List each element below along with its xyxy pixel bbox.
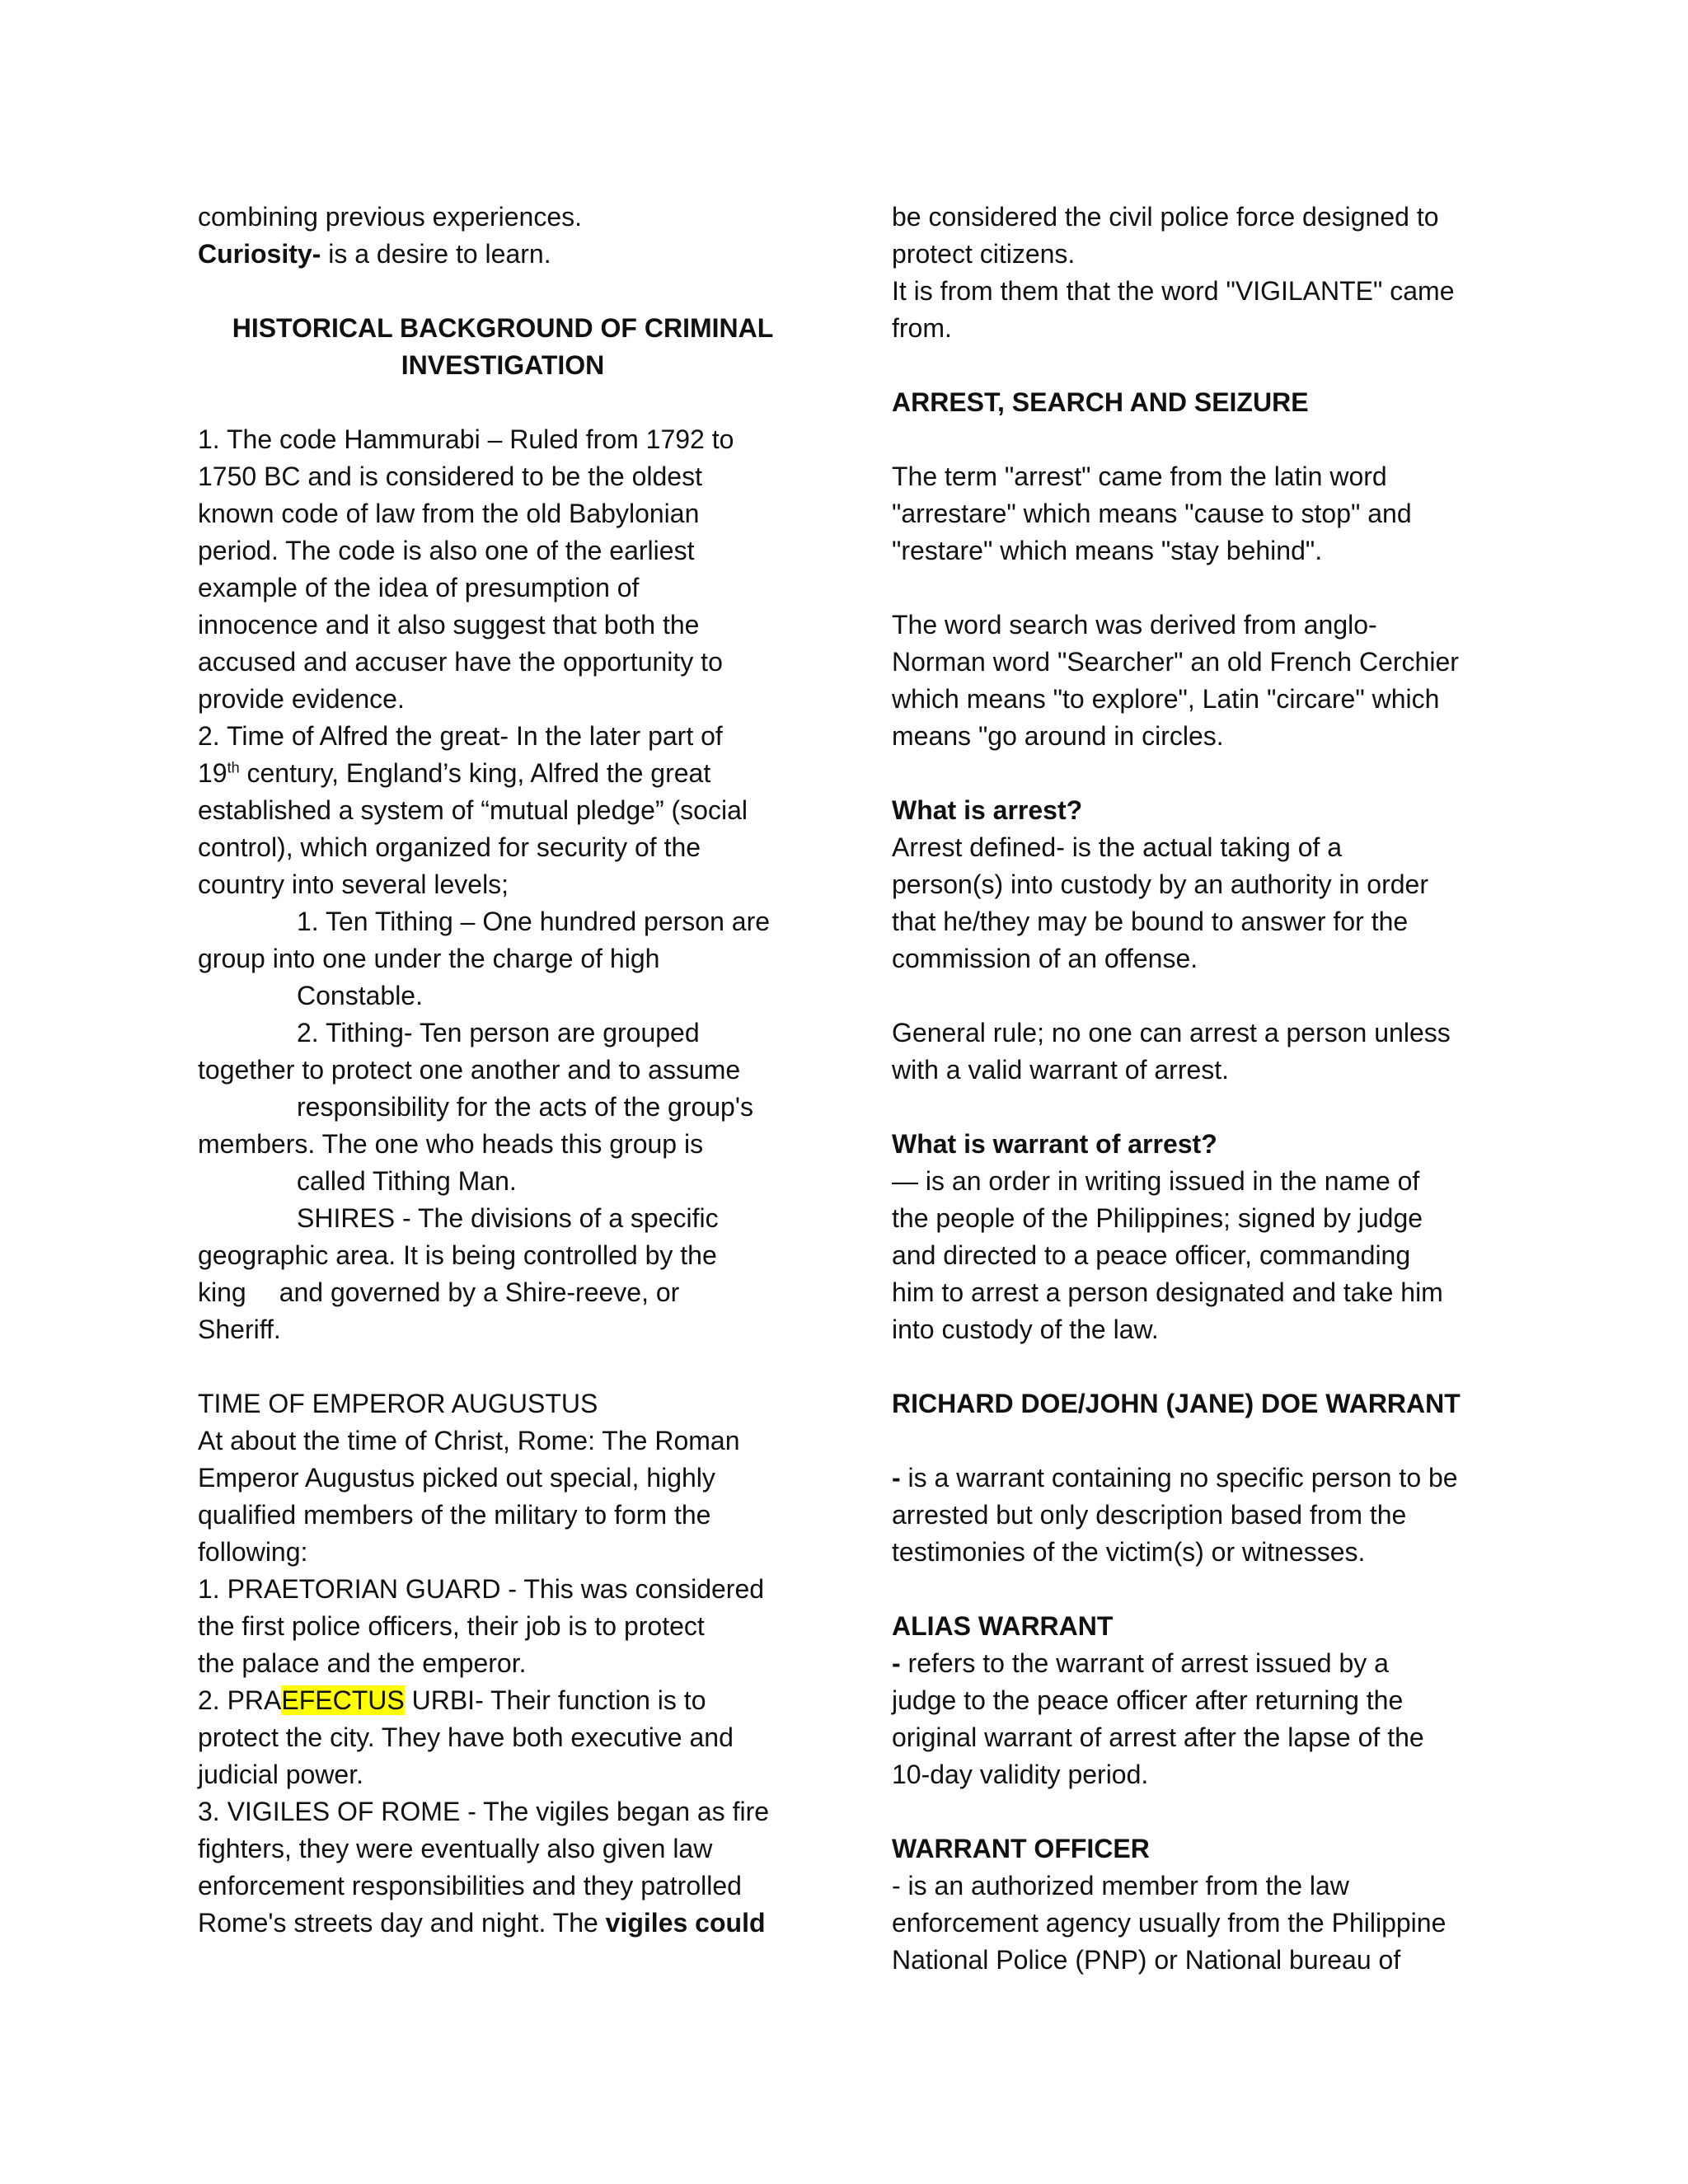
highlighted-text: EFECTUS [281,1685,405,1715]
text: 19 [198,758,227,788]
text-line: Constable. [297,981,423,1010]
text-line: judicial power. [198,1760,363,1789]
text-line: "restare" which means "stay behind". [892,536,1323,565]
text-line: Sheriff. [198,1315,281,1344]
section-heading: TIME OF EMPEROR AUGUSTUS [198,1389,598,1418]
text-line: be considered the civil police force designed to [892,202,1439,232]
text-line: group into one under the charge of high [198,944,660,973]
text-line: 10-day validity period. [892,1760,1149,1789]
text-line: Arrest defined- is the actual taking of a [892,832,1343,862]
text-line: which means "to explore", Latin "circare" which [892,684,1440,714]
text-line: enforcement agency usually from the Philippine [892,1908,1447,1938]
text-line: Norman word "Searcher" an old French Cerchier [892,647,1459,677]
dash: - [892,1648,901,1678]
text-line: person(s) into custody by an authority in order [892,869,1428,899]
text-line: The term "arrest" came from the latin word [892,462,1387,491]
text-line: into custody of the law. [892,1315,1159,1344]
text: 2. PRA [198,1685,282,1715]
text-line: from. [892,313,952,343]
text-line: members. The one who heads this group is [198,1129,704,1159]
text-line: judge to the peace officer after returning the [892,1685,1404,1715]
text-line: At about the time of Christ, Rome: The Roman [198,1426,740,1455]
text-line: 2. Tithing- Ten person are grouped [297,1018,700,1047]
text-line: provide evidence. [198,684,405,714]
text-line: the palace and the emperor. [198,1648,527,1678]
text-line: National Police (PNP) or National bureau of [892,1945,1401,1975]
text-line: responsibility for the acts of the group's [297,1092,753,1122]
text: Rome's streets day and night. The [198,1908,606,1938]
text-line: testimonies of the victim(s) or witnesses. [892,1537,1366,1567]
text-line: arrested but only description based from the [892,1500,1407,1530]
subheading: What is warrant of arrest? [892,1129,1217,1159]
text-line: him to arrest a person designated and take him [892,1277,1443,1307]
term: Curiosity- [198,239,321,269]
text-line: protect the city. They have both executive and [198,1722,734,1752]
text: century, England’s king, Alfred the great [239,758,711,788]
section-heading: ALIAS WARRANT [892,1611,1114,1641]
section-heading: ARREST, SEARCH AND SEIZURE [892,387,1309,417]
text-line: protect citizens. [892,239,1076,269]
text-line: control), which organized for security of the [198,832,701,862]
dash: - [892,1463,901,1493]
text-line: 1750 BC and is considered to be the oldest [198,462,702,491]
text-line: fighters, they were eventually also given law [198,1834,713,1863]
text-line: 3. VIGILES OF ROME - The vigiles began as fire [198,1797,770,1826]
text-line: together to protect one another and to assume [198,1055,741,1085]
right-column [892,199,1502,1979]
text-line: The word search was derived from anglo- [892,610,1377,640]
definition: is a desire to learn. [321,239,551,269]
text-line: period. The code is also one of the earliest [198,536,695,565]
text-line [198,1682,808,1719]
text-line: following: [198,1537,308,1567]
text-line: "arrestare" which means "cause to stop" and [892,499,1412,528]
text-line: It is from them that the word "VIGILANTE" came [892,276,1455,306]
bold-text: vigiles could [605,1908,766,1938]
text-line: country into several levels; [198,869,509,899]
text-line: geographic area. It is being controlled by the [198,1240,717,1270]
text-line: — is an order in writing issued in the name of [892,1166,1420,1196]
left-column [198,199,808,1942]
text: and governed by a Shire-reeve, or [279,1277,680,1307]
curiosity-definition [198,236,808,273]
text-line: combining previous experiences. [198,202,583,232]
text-line [198,1274,808,1311]
text-line [198,755,808,792]
text-line: example of the idea of presumption of [198,573,640,602]
text-line: General rule; no one can arrest a person unless [892,1018,1451,1047]
text-line: established a system of “mutual pledge” (social [198,795,748,825]
text-line: called Tithing Man. [297,1166,517,1196]
text-line: the people of the Philippines; signed by judge [892,1203,1423,1233]
section-heading: INVESTIGATION [401,350,605,380]
text-line: 1. The code Hammurabi – Ruled from 1792 to [198,424,734,454]
superscript: th [227,759,240,776]
section-heading: WARRANT OFFICER [892,1834,1150,1863]
text: king [198,1277,246,1307]
section-heading: RICHARD DOE/JOHN (JANE) DOE WARRANT [892,1389,1461,1418]
text-line: SHIRES - The divisions of a specific [297,1203,719,1233]
text-line: original warrant of arrest after the lapse of the [892,1722,1424,1752]
text: refers to the warrant of arrest issued by a [900,1648,1389,1678]
text-line: with a valid warrant of arrest. [892,1055,1230,1085]
text-line: means "go around in circles. [892,721,1224,751]
text-line: known code of law from the old Babylonian [198,499,700,528]
text-line: 1. Ten Tithing – One hundred person are [297,907,771,936]
text: URBI- Their function is to [404,1685,706,1715]
subheading: What is arrest? [892,795,1083,825]
text-line [892,1460,1502,1497]
text-line: innocence and it also suggest that both the [198,610,700,640]
text-line: - is an authorized member from the law [892,1871,1349,1900]
text-line: and directed to a peace officer, commanding [892,1240,1411,1270]
text-line: commission of an offense. [892,944,1198,973]
text-line: 1. PRAETORIAN GUARD - This was considered [198,1574,765,1604]
text-line: that he/they may be bound to answer for the [892,907,1409,936]
text-line: qualified members of the military to form the [198,1500,711,1530]
text: is a warrant containing no specific person to be [900,1463,1458,1493]
text-line [892,1645,1502,1682]
text-line: enforcement responsibilities and they patrolled [198,1871,742,1900]
text-line: Emperor Augustus picked out special, highly [198,1463,715,1493]
text-line [198,1905,808,1942]
text-line: 2. Time of Alfred the great- In the later part of [198,721,723,751]
text-line: accused and accuser have the opportunity to [198,647,723,677]
section-heading: HISTORICAL BACKGROUND OF CRIMINAL [232,313,774,343]
text-line: the first police officers, their job is to protect [198,1611,705,1641]
